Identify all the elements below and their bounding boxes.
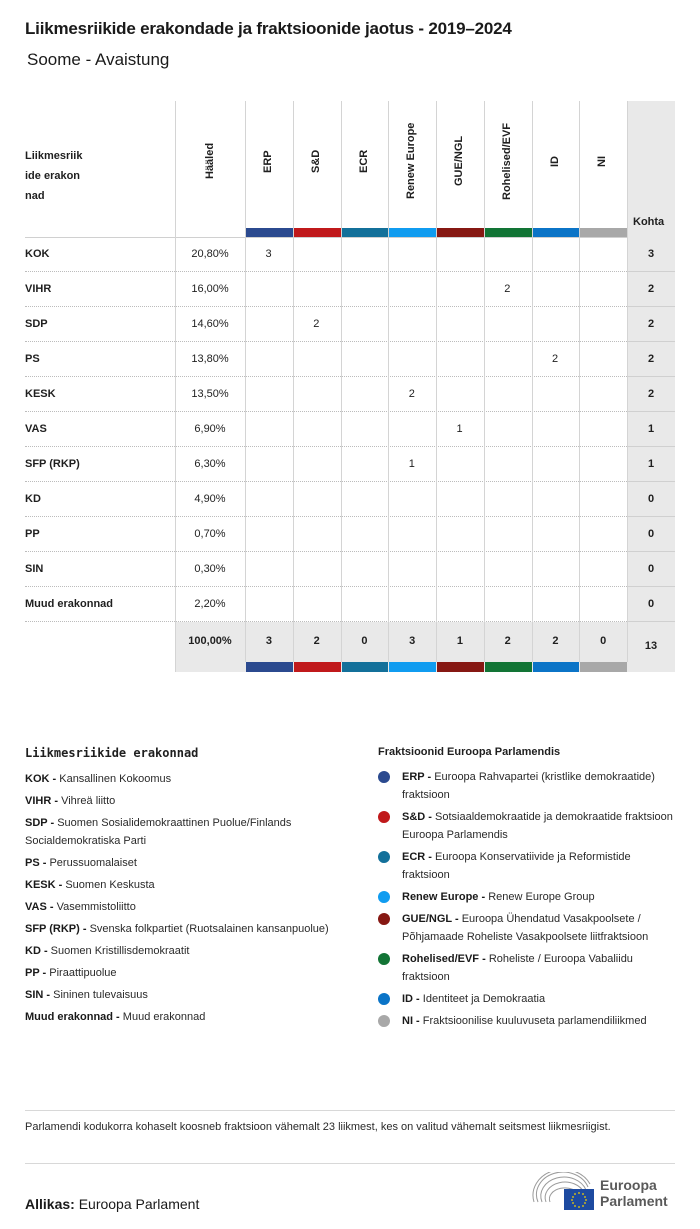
footnote: Parlamendi kodukorra kohaselt koosneb fraktsioon vähemalt 23 liikmest, kes on valitud vähemalt seitsmest liikmesriigist. bbox=[25, 1121, 611, 1133]
group-legend-item bbox=[378, 950, 678, 986]
divider bbox=[25, 1163, 675, 1164]
party-column-header bbox=[25, 101, 175, 237]
table-body bbox=[25, 237, 675, 622]
party-legend-item bbox=[25, 792, 345, 810]
total-votes: 100,00% bbox=[188, 635, 232, 647]
group-column-header: ID bbox=[548, 155, 561, 167]
group-full-name: Fraktsioonilise kuuluvuseta parlamendiliikmed bbox=[422, 1015, 647, 1027]
party-full-name: Vihreä liitto bbox=[61, 795, 116, 807]
party-header-label: Liikmesriikide erakonnad bbox=[25, 150, 83, 202]
party-name: PS bbox=[25, 353, 40, 365]
party-full-name: Svenska folkpartiet (Ruotsalainen kansanpuolue) bbox=[89, 923, 329, 935]
seat-cell: 2 bbox=[551, 353, 559, 365]
group-color-bar bbox=[246, 228, 293, 237]
group-color-bar bbox=[485, 228, 532, 237]
party-name: SDP bbox=[25, 318, 48, 330]
column-divider bbox=[293, 101, 294, 662]
table-row bbox=[25, 412, 675, 447]
group-full-name: Sotsiaaldemokraatide ja demokraatide fraktsioon Euroopa Parlamendis bbox=[402, 811, 673, 841]
seat-distribution-table bbox=[25, 101, 675, 672]
vote-share: 2,20% bbox=[194, 598, 226, 610]
row-total: 1 bbox=[627, 447, 675, 482]
group-color-dot-icon bbox=[378, 851, 390, 863]
source-line bbox=[25, 1196, 199, 1212]
group-legend-item bbox=[378, 910, 678, 946]
vote-share: 13,50% bbox=[191, 388, 229, 400]
party-legend-item bbox=[25, 854, 345, 872]
table-row bbox=[25, 447, 675, 482]
page-subtitle: Soome - Avaistung bbox=[27, 50, 170, 69]
group-abbr: S&D - bbox=[402, 811, 432, 823]
group-total: 2 bbox=[313, 635, 320, 647]
vote-share: 16,00% bbox=[191, 283, 229, 295]
seat-cell: 1 bbox=[408, 458, 415, 470]
party-abbr: PS - bbox=[25, 857, 47, 869]
row-total: 3 bbox=[627, 237, 675, 272]
group-color-bar bbox=[533, 228, 580, 237]
column-divider bbox=[532, 101, 533, 662]
party-name: Muud erakonnad bbox=[25, 598, 114, 610]
party-legend-item bbox=[25, 1008, 345, 1026]
party-legend-item bbox=[25, 920, 345, 938]
group-abbr: Renew Europe - bbox=[402, 891, 486, 903]
column-divider bbox=[388, 101, 389, 662]
grand-total: 13 bbox=[644, 640, 658, 652]
source-label: Allikas: bbox=[25, 1196, 75, 1212]
row-total: 2 bbox=[627, 377, 675, 412]
table-row bbox=[25, 587, 675, 622]
logo-line-1: Euroopa bbox=[600, 1177, 657, 1193]
table-row bbox=[25, 272, 675, 307]
party-name: VAS bbox=[25, 423, 47, 435]
group-full-name: Roheliste / Euroopa Vabaliidu fraktsioon bbox=[402, 953, 633, 983]
logo-line-2: Parlament bbox=[600, 1193, 668, 1209]
group-color-bar bbox=[580, 228, 627, 237]
table-row bbox=[25, 237, 675, 272]
group-total: 3 bbox=[409, 635, 416, 647]
party-abbr: VIHR - bbox=[25, 795, 58, 807]
row-total: 0 bbox=[627, 587, 675, 622]
group-color-dot-icon bbox=[378, 913, 390, 925]
party-full-name: Suomen Kristillisdemokraatit bbox=[50, 945, 190, 957]
row-total: 2 bbox=[627, 307, 675, 342]
vote-share: 6,90% bbox=[194, 423, 226, 435]
row-total: 2 bbox=[627, 272, 675, 307]
row-total: 2 bbox=[627, 342, 675, 377]
vote-share: 0,30% bbox=[194, 563, 226, 575]
group-column-header: ERP bbox=[262, 149, 274, 173]
parties-legend bbox=[25, 746, 345, 1030]
group-column-header: GUE/NGL bbox=[453, 135, 465, 186]
table-header bbox=[25, 101, 675, 237]
column-divider bbox=[175, 101, 176, 672]
party-full-name: Piraattipuolue bbox=[49, 967, 117, 979]
group-color-bar bbox=[533, 662, 580, 672]
parties-legend-title: Liikmesriikide erakonnad bbox=[25, 746, 199, 760]
divider bbox=[25, 1110, 675, 1111]
vote-share: 6,30% bbox=[194, 458, 226, 470]
group-color-bar bbox=[389, 228, 436, 237]
party-abbr: KD - bbox=[25, 945, 48, 957]
party-abbr: SIN - bbox=[25, 989, 51, 1001]
group-full-name: Euroopa Konservatiivide ja Reformistide fraktsioon bbox=[402, 851, 631, 881]
group-color-dot-icon bbox=[378, 811, 390, 823]
row-total: 0 bbox=[627, 482, 675, 517]
source-value: Euroopa Parlament bbox=[78, 1196, 200, 1212]
party-legend-item bbox=[25, 814, 345, 850]
party-abbr: KOK - bbox=[25, 773, 57, 785]
seat-cell: 2 bbox=[408, 388, 415, 400]
party-name: VIHR bbox=[25, 283, 52, 295]
group-color-bar bbox=[294, 228, 341, 237]
group-color-bar bbox=[342, 228, 389, 237]
group-total: 0 bbox=[361, 635, 368, 647]
page-title: Liikmesriikide erakondade ja fraktsioonide jaotus - 2019–2024 bbox=[25, 19, 512, 38]
group-total: 2 bbox=[552, 635, 559, 647]
party-full-name: Vasemmistoliitto bbox=[56, 901, 136, 913]
group-total: 0 bbox=[600, 635, 607, 647]
party-abbr: VAS - bbox=[25, 901, 54, 913]
party-full-name: Suomen Sosialidemokraattinen Puolue/Finlands Socialdemokratiska Parti bbox=[25, 817, 292, 847]
group-color-bar bbox=[389, 662, 436, 672]
column-divider bbox=[627, 101, 628, 662]
party-legend-item bbox=[25, 942, 345, 960]
group-legend-item bbox=[378, 768, 678, 804]
vote-share: 4,90% bbox=[194, 493, 226, 505]
party-name: KD bbox=[25, 493, 41, 505]
vote-share: 14,60% bbox=[191, 318, 229, 330]
group-legend-item bbox=[378, 1012, 678, 1030]
totals-row bbox=[25, 622, 675, 672]
column-divider bbox=[484, 101, 485, 662]
seat-cell: 3 bbox=[265, 248, 272, 260]
group-color-dot-icon bbox=[378, 1015, 390, 1027]
row-total: 1 bbox=[627, 412, 675, 447]
total-column-header bbox=[627, 101, 675, 237]
party-name: PP bbox=[25, 528, 40, 540]
party-abbr: SDP - bbox=[25, 817, 55, 829]
group-abbr: NI - bbox=[402, 1015, 420, 1027]
european-parliament-logo bbox=[530, 1172, 680, 1212]
group-abbr: ID - bbox=[402, 993, 420, 1005]
seat-cell: 1 bbox=[456, 423, 463, 435]
group-full-name: Identiteet ja Demokraatia bbox=[422, 993, 546, 1005]
group-color-bar bbox=[437, 662, 484, 672]
group-color-bar bbox=[342, 662, 389, 672]
party-name: SFP (RKP) bbox=[25, 458, 80, 470]
group-abbr: ECR - bbox=[402, 851, 432, 863]
group-color-bar bbox=[485, 662, 532, 672]
party-legend-item bbox=[25, 898, 345, 916]
group-legend-item bbox=[378, 848, 678, 884]
group-color-bar bbox=[294, 662, 341, 672]
party-abbr: KESK - bbox=[25, 879, 63, 891]
group-full-name: Renew Europe Group bbox=[488, 891, 595, 903]
group-color-dot-icon bbox=[378, 993, 390, 1005]
group-abbr: GUE/NGL - bbox=[402, 913, 459, 925]
group-legend-item bbox=[378, 808, 678, 844]
party-name: KESK bbox=[25, 388, 56, 400]
row-total: 0 bbox=[627, 517, 675, 552]
party-abbr: SFP (RKP) - bbox=[25, 923, 87, 935]
group-full-name: Euroopa Ühendatud Vasakpoolsete / Põhjamaade Roheliste Vasakpoolsete liitfraktsioon bbox=[402, 913, 649, 943]
table-row bbox=[25, 517, 675, 552]
group-color-bar bbox=[246, 662, 293, 672]
group-column-header: Rohelised/EVF bbox=[500, 122, 513, 200]
group-total: 1 bbox=[456, 635, 463, 647]
table-row bbox=[25, 482, 675, 517]
group-column-header: Renew Europe bbox=[405, 122, 418, 199]
column-divider bbox=[579, 101, 580, 662]
parliament-hemicycle-icon bbox=[530, 1172, 600, 1212]
group-column-header: S&D bbox=[309, 149, 322, 173]
groups-legend bbox=[378, 746, 678, 1034]
party-legend-item bbox=[25, 986, 345, 1004]
group-column-header: NI bbox=[596, 155, 609, 167]
row-total: 0 bbox=[627, 552, 675, 587]
party-legend-item bbox=[25, 876, 345, 894]
party-legend-item bbox=[25, 964, 345, 982]
vote-share: 0,70% bbox=[194, 528, 226, 540]
party-full-name: Kansallinen Kokoomus bbox=[59, 773, 172, 785]
group-color-bar bbox=[580, 662, 627, 672]
group-total: 3 bbox=[265, 635, 272, 647]
party-full-name: Perussuomalaiset bbox=[49, 857, 137, 869]
group-color-dot-icon bbox=[378, 953, 390, 965]
group-color-dot-icon bbox=[378, 891, 390, 903]
logo-text bbox=[600, 1177, 668, 1209]
group-abbr: Rohelised/EVF - bbox=[402, 953, 486, 965]
vote-share: 13,80% bbox=[191, 353, 229, 365]
table-row bbox=[25, 307, 675, 342]
table-row bbox=[25, 552, 675, 587]
party-name: KOK bbox=[25, 248, 50, 260]
group-color-dot-icon bbox=[378, 771, 390, 783]
group-legend-item bbox=[378, 990, 678, 1008]
group-legend-item bbox=[378, 888, 678, 906]
column-divider bbox=[436, 101, 437, 662]
total-header-label: Kohta bbox=[633, 216, 665, 228]
vote-share: 20,80% bbox=[191, 248, 229, 260]
group-full-name: Euroopa Rahvapartei (kristlike demokraatide) fraktsioon bbox=[402, 771, 655, 801]
groups-legend-title: Fraktsioonid Euroopa Parlamendis bbox=[378, 746, 561, 758]
party-abbr: Muud erakonnad - bbox=[25, 1011, 120, 1023]
party-abbr: PP - bbox=[25, 967, 47, 979]
seat-cell: 2 bbox=[313, 318, 320, 330]
party-legend-item bbox=[25, 770, 345, 788]
party-full-name: Muud erakonnad bbox=[122, 1011, 206, 1023]
group-column-header: ECR bbox=[357, 149, 370, 173]
seat-cell: 2 bbox=[504, 283, 511, 295]
group-color-bar bbox=[437, 228, 484, 237]
party-full-name: Sininen tulevaisuus bbox=[53, 989, 148, 1001]
column-divider bbox=[341, 101, 342, 662]
group-abbr: ERP - bbox=[402, 771, 432, 783]
table-row bbox=[25, 342, 675, 377]
party-full-name: Suomen Keskusta bbox=[65, 879, 155, 891]
column-divider bbox=[245, 101, 246, 662]
group-total: 2 bbox=[504, 635, 511, 647]
party-name: SIN bbox=[25, 563, 44, 575]
votes-column-header: Hääled bbox=[204, 142, 216, 179]
table-row bbox=[25, 377, 675, 412]
